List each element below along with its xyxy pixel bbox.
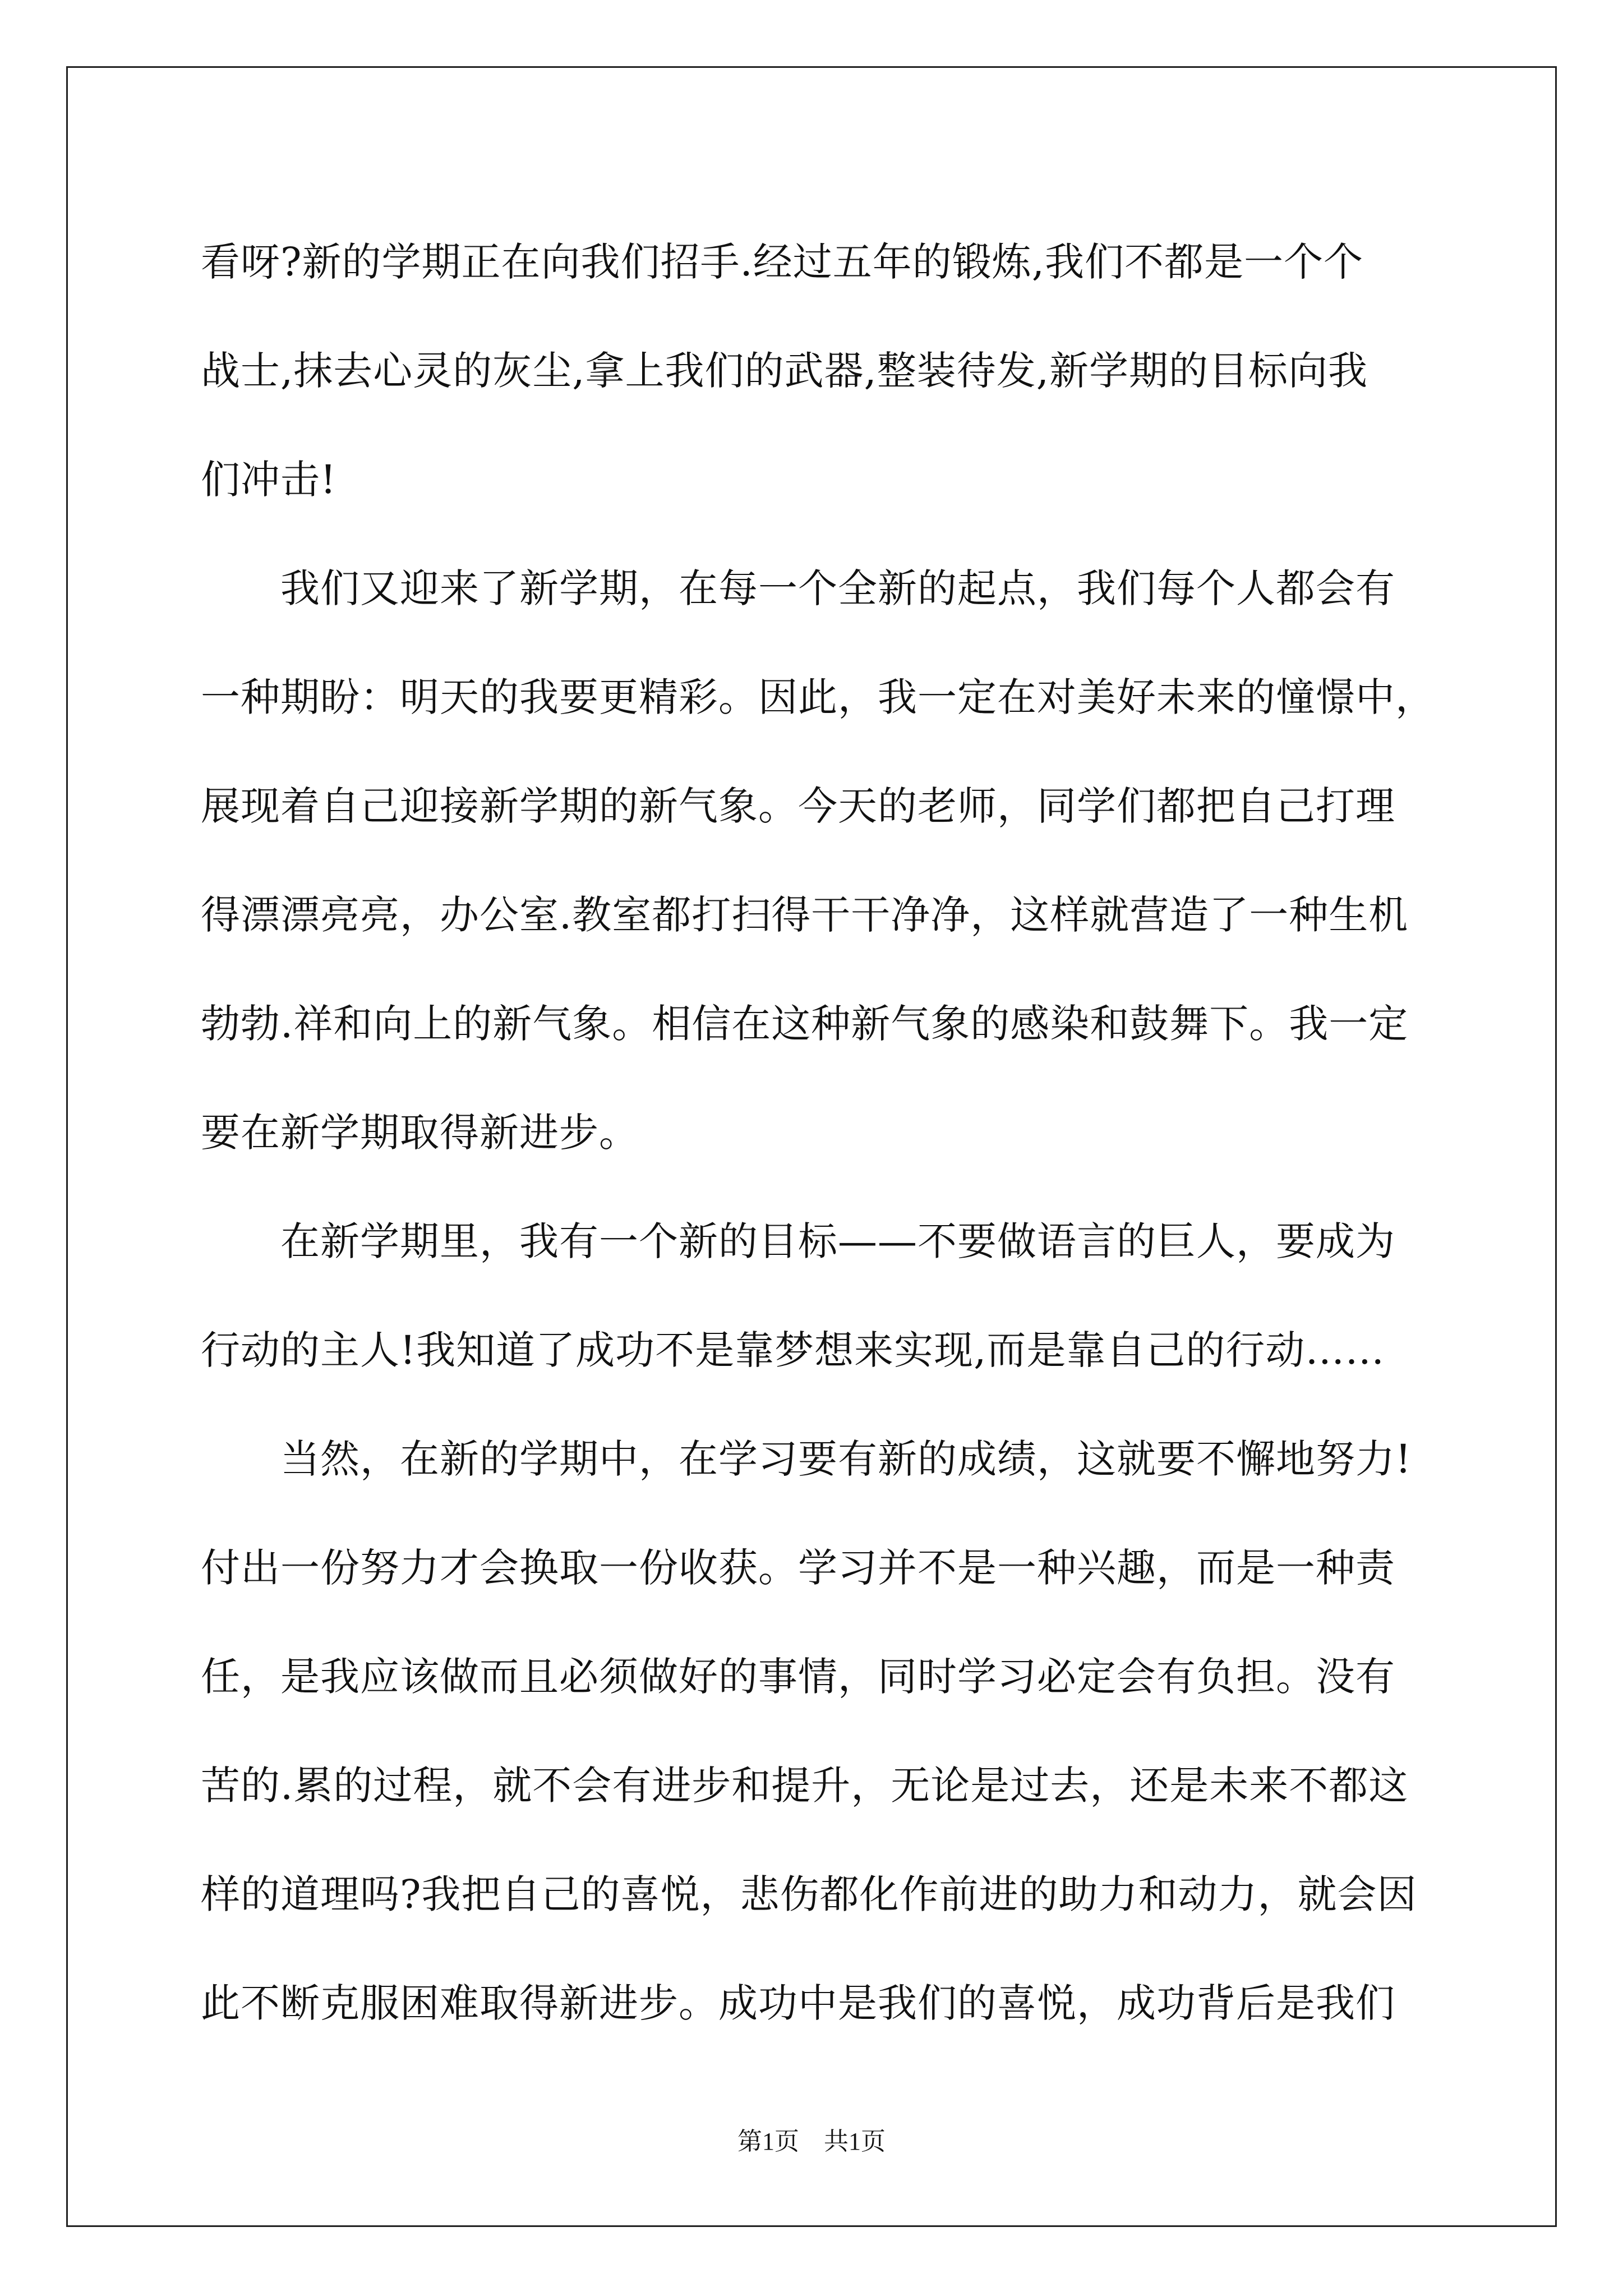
text-line: 一种期盼：明天的我要更精彩。因此，我一定在对美好未来的憧憬中， (201, 674, 1435, 720)
text-line: 看呀?新的学期正在向我们招手.经过五年的锻炼,我们不都是一个个 (201, 239, 1364, 285)
page-number-footer: 第1页 共1页 (737, 2128, 886, 2155)
text-line: 行动的主人!我知道了成功不是靠梦想来实现,而是靠自己的行动…… (201, 1327, 1385, 1373)
text-line: 当然，在新的学期中，在学习要有新的成绩，这就要不懈地努力! (201, 1436, 1412, 1482)
text-line: 展现着自己迎接新学期的新气象。今天的老师，同学们都把自己打理 (201, 783, 1395, 829)
text-line: 样的道理吗?我把自己的喜悦，悲伤都化作前进的助力和动力，就会因 (201, 1871, 1417, 1917)
text-line: 付出一份努力才会换取一份收获。学习并不是一种兴趣，而是一种责 (201, 1545, 1395, 1591)
text-line: 们冲击! (201, 457, 337, 503)
text-line: 要在新学期取得新进步。 (201, 1110, 639, 1156)
text-line: 此不断克服困难取得新进步。成功中是我们的喜悦，成功背后是我们 (201, 1980, 1395, 2026)
text-line: 得漂漂亮亮，办公室.教室都打扫得干干净净，这样就营造了一种生机 (201, 892, 1409, 938)
text-line: 战士,抹去心灵的灰尘,拿上我们的武器,整装待发,新学期的目标向我 (201, 348, 1368, 394)
text-line: 勃勃.祥和向上的新气象。相信在这种新气象的感染和鼓舞下。我一定 (201, 1001, 1409, 1047)
text-line: 任，是我应该做而且必须做好的事情，同时学习必定会有负担。没有 (201, 1654, 1395, 1700)
text-line: 在新学期里，我有一个新的目标——不要做语言的巨人，要成为 (201, 1218, 1395, 1264)
text-line: 我们又迎来了新学期，在每一个全新的起点，我们每个人都会有 (201, 565, 1395, 611)
text-line: 苦的.累的过程，就不会有进步和提升，无论是过去，还是未来不都这 (201, 1763, 1409, 1809)
document-body (201, 208, 1435, 2058)
